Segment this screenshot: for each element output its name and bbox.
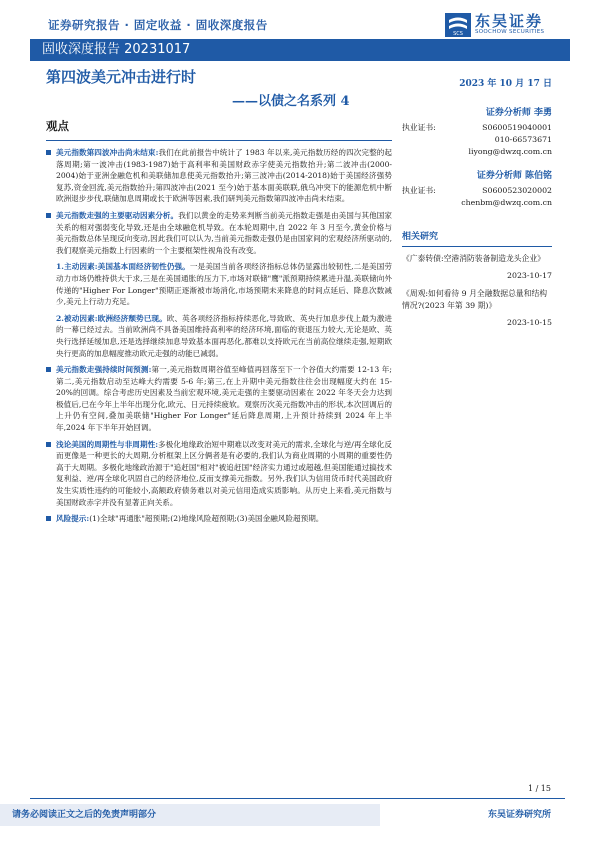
page-title: 第四波美元冲击进行时 — [46, 68, 197, 86]
bullet-lead: 美元指数第四波冲击尚未结束: — [56, 148, 159, 157]
bullet-body: 我们在此前报告中统计了 1983 年以来,美元指数历经的四次完整的起落周期;第一波冲击(1983-1987)始于高利率和美国财政赤字使美元指数抬升;第二波冲击(2000-2004)始于亚洲金融危机和美联储加息使美元指数抬升;第三波冲击(2014-2018)始于美国经济强势复苏,资金回流,美元指数抬升;第四波冲击(2021 至今)始于基本面美联联,俄乌冲突下的能源危机中断欧洲退步步伐,联储加息周期或长于欧洲等因素,我们研判美元指数第四波冲击尚未结束。 — [56, 148, 392, 204]
analyst-email[interactable]: liyong@dwzq.com.cn — [468, 147, 552, 156]
bullet-body: 多极化地缘政治短中期难以改变对美元的需求,全球化与逆/再全球化反而更像是一种更长的大周期,分析框架上区分俩者是有必要的,我们认为商业周期的小周期的重要性仍高于大周期。多极化地缘政治源于"追赶国"相对"被追赶国"经济实力通过或超越,但美国能通过搞技术复利益、逆/再全球化巩固自己的经济地位,反而支撑美元指数。另外,我们认为信用货币时代美国政府发生实质性违约的可能较小,高额政府债务难以对美元信用造成实质影响。从历史上来看,美元指数与美国财政赤字并没有显著正向关系。 — [56, 439, 392, 507]
bullet-body: 我们以黄金的走势来判断当前美元指数走强是由美国与其他国家关系的相对强弱变化导致,还是由全球融危机导致。在本轮周期中,自 2022 年 3 月至今,黄金价格与美元指数总体呈现反向变动,因此我们可以认为,当前美元指数走强仍是由国家间的宏观经济所驱动的,我们观察美元指数上行因素的一个主要框架性视角没有改变。 — [56, 210, 393, 255]
sub-body: 欧、英各项经济指标持续恶化,导致欧、英央行加息步伐上最为激进的一幕已经过去。当前欧洲尚不具备美国维持高利率的经济环境,面临的衰退压力较大,无论是欧、英央行选择延缓加息,还是选择继续加息导致基本面再恶化,都难以支持欧元在当前高位继续走强,短期欧央行更高的加息幅度推动欧元走强的动能已减弱。 — [56, 313, 392, 358]
analyst-name: 李勇 — [533, 108, 552, 118]
bullet-lead: 美元指数走强持续时间预测: — [56, 365, 152, 375]
cert-row: 执业证书: S0600523020002 — [402, 186, 552, 195]
related-report-date: 2023-10-17 — [507, 271, 552, 280]
page-number: 1 / 15 — [527, 784, 551, 793]
bullet-lead: 美元指数走强的主要驱动因素分析。 — [56, 210, 179, 220]
report-tag: 固收深度报告 20231017 — [42, 42, 191, 57]
viewpoint-bullet — [46, 147, 392, 205]
analyst-heading: 证券分析师 陈伯铭 — [476, 171, 552, 181]
analyst-card — [402, 105, 552, 158]
company-logo — [445, 10, 565, 40]
bullet-square-icon — [46, 367, 51, 372]
viewpoint-bullet — [46, 210, 392, 256]
sub-lead: 1.主动因素:美国基本面经济韧性仍强。 — [56, 262, 190, 272]
bullet-square-icon — [46, 213, 51, 218]
related-report-link[interactable]: 《广泰转债:空港消防装备制造龙头企业》 — [402, 254, 545, 263]
cert-row: 执业证书: S0600519040001 — [402, 123, 552, 132]
viewpoint-heading: 观点 — [46, 119, 69, 133]
bullet-lead: 浅论美国的周期性与非周期性: — [56, 439, 159, 449]
viewpoint-section — [46, 118, 392, 530]
disclaimer-text: 请务必阅读正文之后的免责声明部分 — [12, 810, 157, 820]
report-banner: 证券研究报告 · 固定收益 · 固收深度报告 — [48, 18, 268, 32]
page-subtitle: ——以债之名系列 4 — [232, 94, 350, 109]
divider — [46, 140, 392, 141]
institute-name: 东吴证券研究所 — [487, 810, 551, 820]
viewpoint-bullet — [46, 364, 392, 434]
footer-divider — [30, 798, 565, 799]
report-date: 2023 年 10 月 17 日 — [459, 79, 552, 89]
analyst-name: 陈伯铭 — [524, 171, 552, 181]
related-report-date: 2023-10-15 — [507, 318, 552, 327]
bullet-square-icon — [46, 442, 51, 447]
analyst-email[interactable]: chenbm@dwzq.com.cn — [461, 198, 552, 207]
logo-mark-icon — [445, 13, 471, 37]
related-heading: 相关研究 — [402, 232, 439, 242]
logo-text-en: SOOCHOW SECURITIES — [475, 29, 545, 35]
viewpoint-bullet — [46, 513, 392, 525]
bullet-body: 第一,美元指数周期谷值至峰值再回落至下一个谷值大约需要 12-13 年;第二,美元指数启动至达峰大约需要 5-6 年;第三,在上升期中美元指数往往会出现幅度大约在 15-20%的回调。综合考虑历史因素及当前宏观环境,美元走强的主要驱动因素在 2022 年冬天会力达到极值后,已在今年上半年出现分化,欧元、日元持续疲软。观察历次美元指数冲击的形状,本次回调后的上升仍有空间,叠加美联储"Higher For Longer"延后降息周期,上升预计持续到 2024 年上半年,2024 年下半年开始回调。 — [56, 365, 392, 433]
bullet-square-icon — [46, 516, 51, 521]
logo-text-cn: 东吴证券 — [475, 12, 544, 30]
bullet-lead: 风险提示: — [56, 514, 90, 524]
report-tag-bar — [30, 39, 570, 61]
bullet-body: (1)全球"再通胀"超预期;(2)地缘风险超预期;(3)美国金融风险超预期。 — [89, 514, 324, 524]
sub-body: 一是美国当前各项经济指标总体仍显露出较韧性,二是美国劳动力市场仍维持供大于求,三是在美国通胀的压力下,市场对联储"鹰"派预期持续累进升温,美联储向外传递的"Higher For Longer"预期正逐渐被市场消化,市场预期未来降息的时间点延后、降息次数减少,美元上行动力充足。 — [56, 262, 392, 307]
sidebar — [402, 76, 552, 335]
analyst-card — [402, 168, 552, 209]
divider — [402, 246, 552, 247]
logo-badge: SCS — [453, 31, 463, 37]
viewpoint-subsection — [46, 261, 392, 359]
sub-lead: 2.被动因素:欧洲经济颓势已现。 — [56, 313, 167, 323]
analyst-phone: 010-66573671 — [494, 135, 552, 144]
bullet-square-icon — [46, 150, 51, 155]
analyst-heading: 证券分析师 李勇 — [485, 108, 552, 118]
viewpoint-bullet — [46, 439, 392, 509]
related-report-link[interactable]: 《周观:如何看待 9 月全融数据总量和结构情况?(2023 年第 39 期)》 — [402, 289, 548, 310]
